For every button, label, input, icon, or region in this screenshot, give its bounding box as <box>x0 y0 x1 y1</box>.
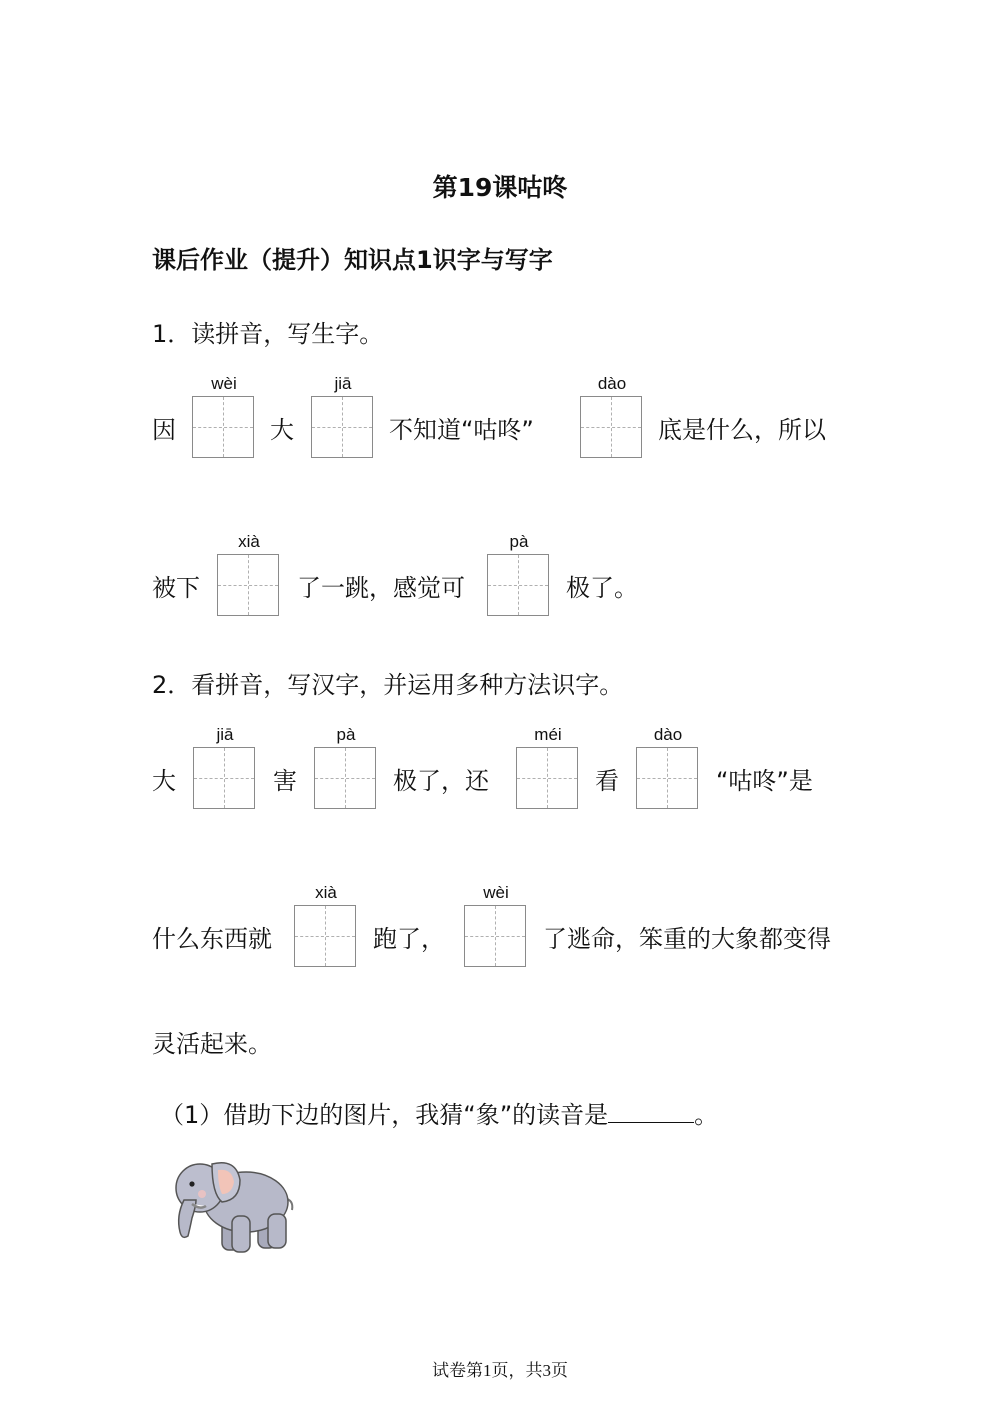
q2-l2-writing-box-2[interactable] <box>464 905 526 967</box>
q2-l1-text-3: 极了，还 <box>393 767 489 795</box>
q1-l1-writing-box-1[interactable] <box>192 396 254 458</box>
q1-l1-text-4: 底是什么，所以 <box>658 416 826 444</box>
q2-l2-pinyin-1: xià <box>315 883 337 902</box>
q1-l1-pinyin-3: dào <box>597 374 627 393</box>
q2-l1-pinyin-2: pà <box>336 725 356 744</box>
q2-sub1-text: （1）借助下边的图片，我猜“象”的读音是 <box>160 1101 609 1129</box>
page-title: 第19课咕咚 <box>432 173 568 202</box>
q1-l1-writing-box-2[interactable] <box>311 396 373 458</box>
q2-sub1 <box>160 1095 718 1130</box>
answer-blank[interactable] <box>608 1100 694 1123</box>
q1-l2-text-1: 被下 <box>152 574 200 602</box>
q1-l2-pinyin-2: pà <box>509 532 529 551</box>
q2-sub1-end: 。 <box>694 1101 719 1129</box>
q2-l3-text: 灵活起来。 <box>152 1030 272 1058</box>
q1-l1-pinyin-2: jiā <box>334 374 352 393</box>
q2-l1-pinyin-1: jiā <box>216 725 234 744</box>
question-2-prompt: 2．看拼音，写汉字，并运用多种方法识字。 <box>152 671 624 699</box>
elephant-illustration <box>166 1150 298 1260</box>
q2-l1-pinyin-4: dào <box>653 725 683 744</box>
q1-l1-pinyin-1: wèi <box>211 374 237 393</box>
question-1-prompt: 1．读拼音，写生字。 <box>152 320 384 348</box>
q2-l1-text-1: 大 <box>152 767 176 795</box>
q1-l1-text-2: 大 <box>270 416 294 444</box>
q2-l2-writing-box-1[interactable] <box>294 905 356 967</box>
q1-l2-writing-box-1[interactable] <box>217 554 279 616</box>
q1-l2-pinyin-1: xià <box>238 532 260 551</box>
q1-l1-text-3: 不知道“咕咚” <box>389 416 534 444</box>
q2-l1-writing-box-3[interactable] <box>516 747 578 809</box>
section-heading: 课后作业（提升）知识点1识字与写字 <box>152 246 553 274</box>
q2-l2-text-1: 什么东西就 <box>152 925 272 953</box>
q1-l1-writing-box-3[interactable] <box>580 396 642 458</box>
q1-l2-text-2: 了一跳，感觉可 <box>297 574 465 602</box>
q1-l2-writing-box-2[interactable] <box>487 554 549 616</box>
q2-l1-text-4: 看 <box>595 767 619 795</box>
q2-l1-pinyin-3: méi <box>534 725 562 744</box>
q2-l1-text-2: 害 <box>273 767 297 795</box>
q2-l2-text-2: 跑了， <box>373 925 445 953</box>
q2-l2-pinyin-2: wèi <box>483 883 509 902</box>
q1-l2-text-3: 极了。 <box>566 574 638 602</box>
q1-l1-text-1: 因 <box>152 416 176 444</box>
q2-l2-text-3: 了逃命，笨重的大象都变得 <box>543 925 831 953</box>
q2-l1-writing-box-4[interactable] <box>636 747 698 809</box>
page-footer: 试卷第1页，共3页 <box>432 1361 568 1380</box>
q2-l1-writing-box-1[interactable] <box>193 747 255 809</box>
q2-l1-writing-box-2[interactable] <box>314 747 376 809</box>
q2-l1-text-5: “咕咚”是 <box>716 767 813 795</box>
